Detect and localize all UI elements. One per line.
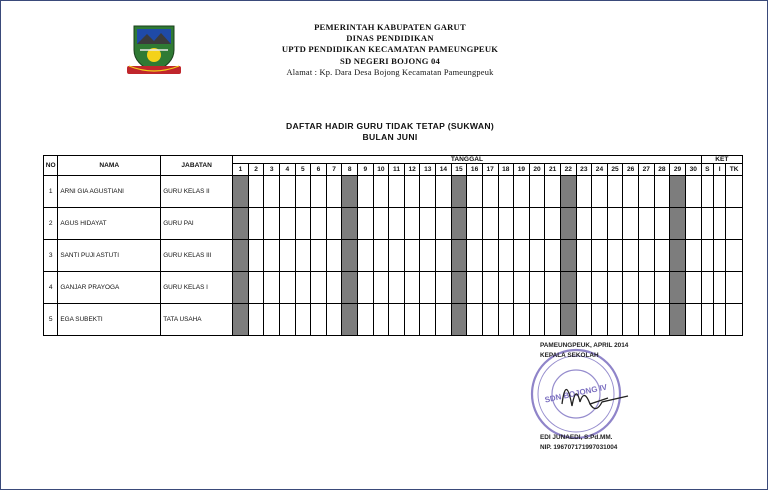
day-cell bbox=[373, 176, 389, 208]
letterhead bbox=[240, 22, 540, 78]
day-cell bbox=[295, 304, 311, 336]
day-cell bbox=[623, 208, 639, 240]
day-cell bbox=[498, 208, 514, 240]
day-cell bbox=[248, 176, 264, 208]
day-cell bbox=[482, 304, 498, 336]
day-cell bbox=[404, 208, 420, 240]
ket-cell bbox=[726, 272, 743, 304]
ket-cell bbox=[714, 176, 726, 208]
day-cell bbox=[529, 304, 545, 336]
day-cell bbox=[545, 208, 561, 240]
day-cell bbox=[404, 176, 420, 208]
day-cell bbox=[607, 176, 623, 208]
day-cell bbox=[514, 240, 530, 272]
day-header: 1 bbox=[233, 164, 249, 176]
day-cell-holiday bbox=[342, 240, 358, 272]
day-cell bbox=[623, 304, 639, 336]
attendance-table bbox=[43, 155, 743, 336]
day-cell bbox=[373, 272, 389, 304]
header-ket: KET bbox=[701, 156, 742, 164]
day-cell bbox=[514, 304, 530, 336]
day-cell-holiday bbox=[670, 240, 686, 272]
day-cell bbox=[264, 208, 280, 240]
header-jabatan: JABATAN bbox=[161, 156, 233, 176]
day-cell bbox=[420, 240, 436, 272]
day-cell bbox=[264, 176, 280, 208]
row-jabatan: GURU KELAS II bbox=[161, 176, 233, 208]
day-cell bbox=[436, 240, 452, 272]
day-cell bbox=[592, 176, 608, 208]
day-cell bbox=[482, 240, 498, 272]
letterhead-uptd: UPTD PENDIDIKAN KECAMATAN PAMEUNGPEUK bbox=[281, 44, 499, 55]
signature-name: EDI JUNAEDI, S.Pd.MM. bbox=[540, 434, 613, 441]
day-header: 28 bbox=[654, 164, 670, 176]
stamp-text: SDN BOJONG IV bbox=[543, 382, 608, 405]
day-cell bbox=[623, 240, 639, 272]
day-cell bbox=[514, 208, 530, 240]
day-header: 7 bbox=[326, 164, 342, 176]
day-cell-holiday bbox=[670, 176, 686, 208]
day-cell bbox=[420, 176, 436, 208]
day-cell bbox=[389, 240, 405, 272]
row-nama: SANTI PUJI ASTUTI bbox=[58, 240, 161, 272]
letterhead-school: SD NEGERI BOJONG 04 bbox=[339, 55, 441, 66]
day-cell-holiday bbox=[560, 272, 576, 304]
letterhead-address: Alamat : Kp. Dara Desa Bojong Kecamatan Pameungpeuk bbox=[286, 67, 494, 77]
day-cell bbox=[638, 304, 654, 336]
ket-cell bbox=[726, 304, 743, 336]
day-cell bbox=[279, 176, 295, 208]
day-cell bbox=[264, 272, 280, 304]
row-jabatan: GURU PAI bbox=[161, 208, 233, 240]
day-cell bbox=[638, 240, 654, 272]
ket-cell bbox=[701, 240, 713, 272]
letterhead-government: PEMERINTAH KABUPATEN GARUT bbox=[314, 22, 466, 32]
day-cell bbox=[638, 208, 654, 240]
ket-header: S bbox=[701, 164, 713, 176]
day-header: 21 bbox=[545, 164, 561, 176]
day-cell-holiday bbox=[560, 176, 576, 208]
day-cell bbox=[420, 304, 436, 336]
signature-nip: NIP. 196707171997031004 bbox=[540, 444, 618, 451]
day-cell bbox=[592, 304, 608, 336]
ket-cell bbox=[701, 304, 713, 336]
day-cell-holiday bbox=[451, 240, 467, 272]
day-cell bbox=[436, 208, 452, 240]
day-cell-holiday bbox=[451, 304, 467, 336]
day-header: 26 bbox=[623, 164, 639, 176]
ket-cell bbox=[701, 208, 713, 240]
day-header: 18 bbox=[498, 164, 514, 176]
row-jabatan: TATA USAHA bbox=[161, 304, 233, 336]
day-cell bbox=[592, 240, 608, 272]
day-cell bbox=[311, 176, 327, 208]
day-cell bbox=[607, 240, 623, 272]
day-cell bbox=[326, 208, 342, 240]
day-cell bbox=[638, 272, 654, 304]
day-cell bbox=[404, 272, 420, 304]
day-cell bbox=[592, 208, 608, 240]
ket-cell bbox=[714, 208, 726, 240]
day-cell bbox=[623, 176, 639, 208]
day-cell-holiday bbox=[560, 304, 576, 336]
day-cell bbox=[685, 176, 701, 208]
day-cell bbox=[326, 272, 342, 304]
header-nama: NAMA bbox=[58, 156, 161, 176]
row-no: 4 bbox=[44, 272, 58, 304]
day-cell bbox=[248, 240, 264, 272]
row-jabatan: GURU KELAS III bbox=[161, 240, 233, 272]
day-cell bbox=[404, 240, 420, 272]
day-header: 20 bbox=[529, 164, 545, 176]
day-cell bbox=[295, 208, 311, 240]
day-cell bbox=[685, 208, 701, 240]
day-cell bbox=[576, 240, 592, 272]
letterhead-department: DINAS PENDIDIKAN bbox=[346, 33, 434, 44]
day-header: 27 bbox=[638, 164, 654, 176]
day-header: 22 bbox=[560, 164, 576, 176]
day-cell bbox=[498, 176, 514, 208]
garut-emblem-logo bbox=[125, 22, 183, 78]
day-header: 30 bbox=[685, 164, 701, 176]
day-cell bbox=[248, 272, 264, 304]
row-no: 3 bbox=[44, 240, 58, 272]
day-cell bbox=[404, 304, 420, 336]
day-cell bbox=[529, 272, 545, 304]
day-cell bbox=[358, 208, 374, 240]
day-cell bbox=[545, 240, 561, 272]
day-cell bbox=[436, 272, 452, 304]
table-row bbox=[44, 272, 743, 304]
day-cell bbox=[420, 208, 436, 240]
title-main: DAFTAR HADIR GURU TIDAK TETAP (SUKWAN) bbox=[285, 121, 495, 131]
day-cell bbox=[279, 304, 295, 336]
day-cell bbox=[295, 272, 311, 304]
day-header: 23 bbox=[576, 164, 592, 176]
ket-cell bbox=[714, 272, 726, 304]
day-cell bbox=[358, 272, 374, 304]
day-header: 8 bbox=[342, 164, 358, 176]
day-cell bbox=[264, 304, 280, 336]
day-cell bbox=[529, 240, 545, 272]
day-cell bbox=[529, 176, 545, 208]
signature-role: KEPALA SEKOLAH bbox=[540, 352, 599, 359]
day-cell bbox=[467, 272, 483, 304]
day-cell bbox=[467, 240, 483, 272]
day-cell bbox=[685, 304, 701, 336]
header-no: NO bbox=[44, 156, 58, 176]
day-cell bbox=[576, 176, 592, 208]
day-cell bbox=[607, 208, 623, 240]
day-header: 24 bbox=[592, 164, 608, 176]
ket-cell bbox=[726, 240, 743, 272]
day-header: 15 bbox=[451, 164, 467, 176]
day-cell bbox=[420, 272, 436, 304]
row-nama: GANJAR PRAYOGA bbox=[58, 272, 161, 304]
header-tanggal: TANGGAL bbox=[233, 156, 702, 164]
day-cell bbox=[545, 304, 561, 336]
day-cell bbox=[248, 208, 264, 240]
row-no: 1 bbox=[44, 176, 58, 208]
day-cell bbox=[326, 240, 342, 272]
day-cell bbox=[467, 208, 483, 240]
day-cell bbox=[482, 272, 498, 304]
day-cell bbox=[373, 240, 389, 272]
day-cell-holiday bbox=[233, 176, 249, 208]
day-cell-holiday bbox=[670, 272, 686, 304]
ket-header: I bbox=[714, 164, 726, 176]
document-title bbox=[200, 121, 580, 143]
day-cell bbox=[576, 304, 592, 336]
day-cell-holiday bbox=[233, 304, 249, 336]
day-cell bbox=[498, 272, 514, 304]
ket-cell bbox=[701, 272, 713, 304]
day-header: 6 bbox=[311, 164, 327, 176]
day-cell bbox=[436, 304, 452, 336]
table-row bbox=[44, 304, 743, 336]
ket-cell bbox=[726, 208, 743, 240]
day-cell bbox=[514, 176, 530, 208]
ket-header: TK bbox=[726, 164, 743, 176]
day-header: 3 bbox=[264, 164, 280, 176]
day-cell bbox=[311, 272, 327, 304]
day-header: 19 bbox=[514, 164, 530, 176]
day-cell bbox=[264, 240, 280, 272]
day-cell-holiday bbox=[233, 240, 249, 272]
day-cell bbox=[623, 272, 639, 304]
day-cell bbox=[248, 304, 264, 336]
row-no: 2 bbox=[44, 208, 58, 240]
day-cell bbox=[279, 240, 295, 272]
day-cell bbox=[514, 272, 530, 304]
day-cell bbox=[326, 176, 342, 208]
row-nama: ARNI GIA AGUSTIANI bbox=[58, 176, 161, 208]
day-cell bbox=[607, 304, 623, 336]
day-cell bbox=[279, 272, 295, 304]
day-cell bbox=[358, 240, 374, 272]
day-cell bbox=[436, 176, 452, 208]
day-cell bbox=[685, 272, 701, 304]
day-cell bbox=[654, 304, 670, 336]
day-cell bbox=[373, 304, 389, 336]
day-cell-holiday bbox=[451, 272, 467, 304]
day-header: 10 bbox=[373, 164, 389, 176]
row-nama: EGA SUBEKTI bbox=[58, 304, 161, 336]
day-cell bbox=[311, 240, 327, 272]
day-cell bbox=[467, 304, 483, 336]
day-cell bbox=[295, 240, 311, 272]
row-jabatan: GURU KELAS I bbox=[161, 272, 233, 304]
day-header: 4 bbox=[279, 164, 295, 176]
day-cell bbox=[358, 304, 374, 336]
day-cell bbox=[295, 176, 311, 208]
day-cell bbox=[529, 208, 545, 240]
ket-cell bbox=[714, 240, 726, 272]
day-cell-holiday bbox=[451, 208, 467, 240]
day-cell bbox=[545, 176, 561, 208]
day-header: 12 bbox=[404, 164, 420, 176]
day-cell bbox=[545, 272, 561, 304]
day-cell bbox=[638, 176, 654, 208]
day-header: 29 bbox=[670, 164, 686, 176]
day-cell-holiday bbox=[342, 176, 358, 208]
ket-cell bbox=[726, 176, 743, 208]
day-cell bbox=[498, 240, 514, 272]
day-cell bbox=[607, 272, 623, 304]
day-cell-holiday bbox=[342, 304, 358, 336]
day-header: 25 bbox=[607, 164, 623, 176]
day-cell bbox=[373, 208, 389, 240]
day-header: 5 bbox=[295, 164, 311, 176]
day-cell bbox=[482, 176, 498, 208]
day-cell-holiday bbox=[560, 240, 576, 272]
day-cell bbox=[311, 208, 327, 240]
day-header: 11 bbox=[389, 164, 405, 176]
table-row bbox=[44, 208, 743, 240]
day-header: 13 bbox=[420, 164, 436, 176]
day-cell bbox=[389, 208, 405, 240]
day-header: 17 bbox=[482, 164, 498, 176]
title-month: BULAN JUNI bbox=[362, 132, 418, 142]
day-cell bbox=[576, 208, 592, 240]
day-cell bbox=[654, 272, 670, 304]
day-cell bbox=[592, 272, 608, 304]
signature-block bbox=[540, 341, 628, 453]
day-cell bbox=[498, 304, 514, 336]
day-cell bbox=[654, 208, 670, 240]
day-cell-holiday bbox=[233, 272, 249, 304]
ket-cell bbox=[701, 176, 713, 208]
day-cell bbox=[654, 240, 670, 272]
table-row bbox=[44, 176, 743, 208]
ket-cell bbox=[714, 304, 726, 336]
day-cell bbox=[326, 304, 342, 336]
day-cell-holiday bbox=[560, 208, 576, 240]
day-cell bbox=[389, 272, 405, 304]
day-cell bbox=[279, 208, 295, 240]
day-cell bbox=[482, 208, 498, 240]
day-cell-holiday bbox=[670, 304, 686, 336]
day-cell bbox=[467, 176, 483, 208]
day-cell bbox=[685, 240, 701, 272]
day-cell-holiday bbox=[342, 208, 358, 240]
day-cell-holiday bbox=[342, 272, 358, 304]
day-cell bbox=[358, 176, 374, 208]
day-cell-holiday bbox=[670, 208, 686, 240]
table-row bbox=[44, 240, 743, 272]
row-nama: AGUS HIDAYAT bbox=[58, 208, 161, 240]
day-cell bbox=[389, 304, 405, 336]
day-cell-holiday bbox=[451, 176, 467, 208]
signature-place-date: PAMEUNGPEUK, APRIL 2014 bbox=[540, 342, 629, 349]
day-cell-holiday bbox=[233, 208, 249, 240]
day-cell bbox=[654, 176, 670, 208]
day-header: 14 bbox=[436, 164, 452, 176]
day-header: 2 bbox=[248, 164, 264, 176]
day-cell bbox=[389, 176, 405, 208]
day-cell bbox=[311, 304, 327, 336]
day-header: 16 bbox=[467, 164, 483, 176]
row-no: 5 bbox=[44, 304, 58, 336]
day-cell bbox=[576, 272, 592, 304]
day-header: 9 bbox=[358, 164, 374, 176]
